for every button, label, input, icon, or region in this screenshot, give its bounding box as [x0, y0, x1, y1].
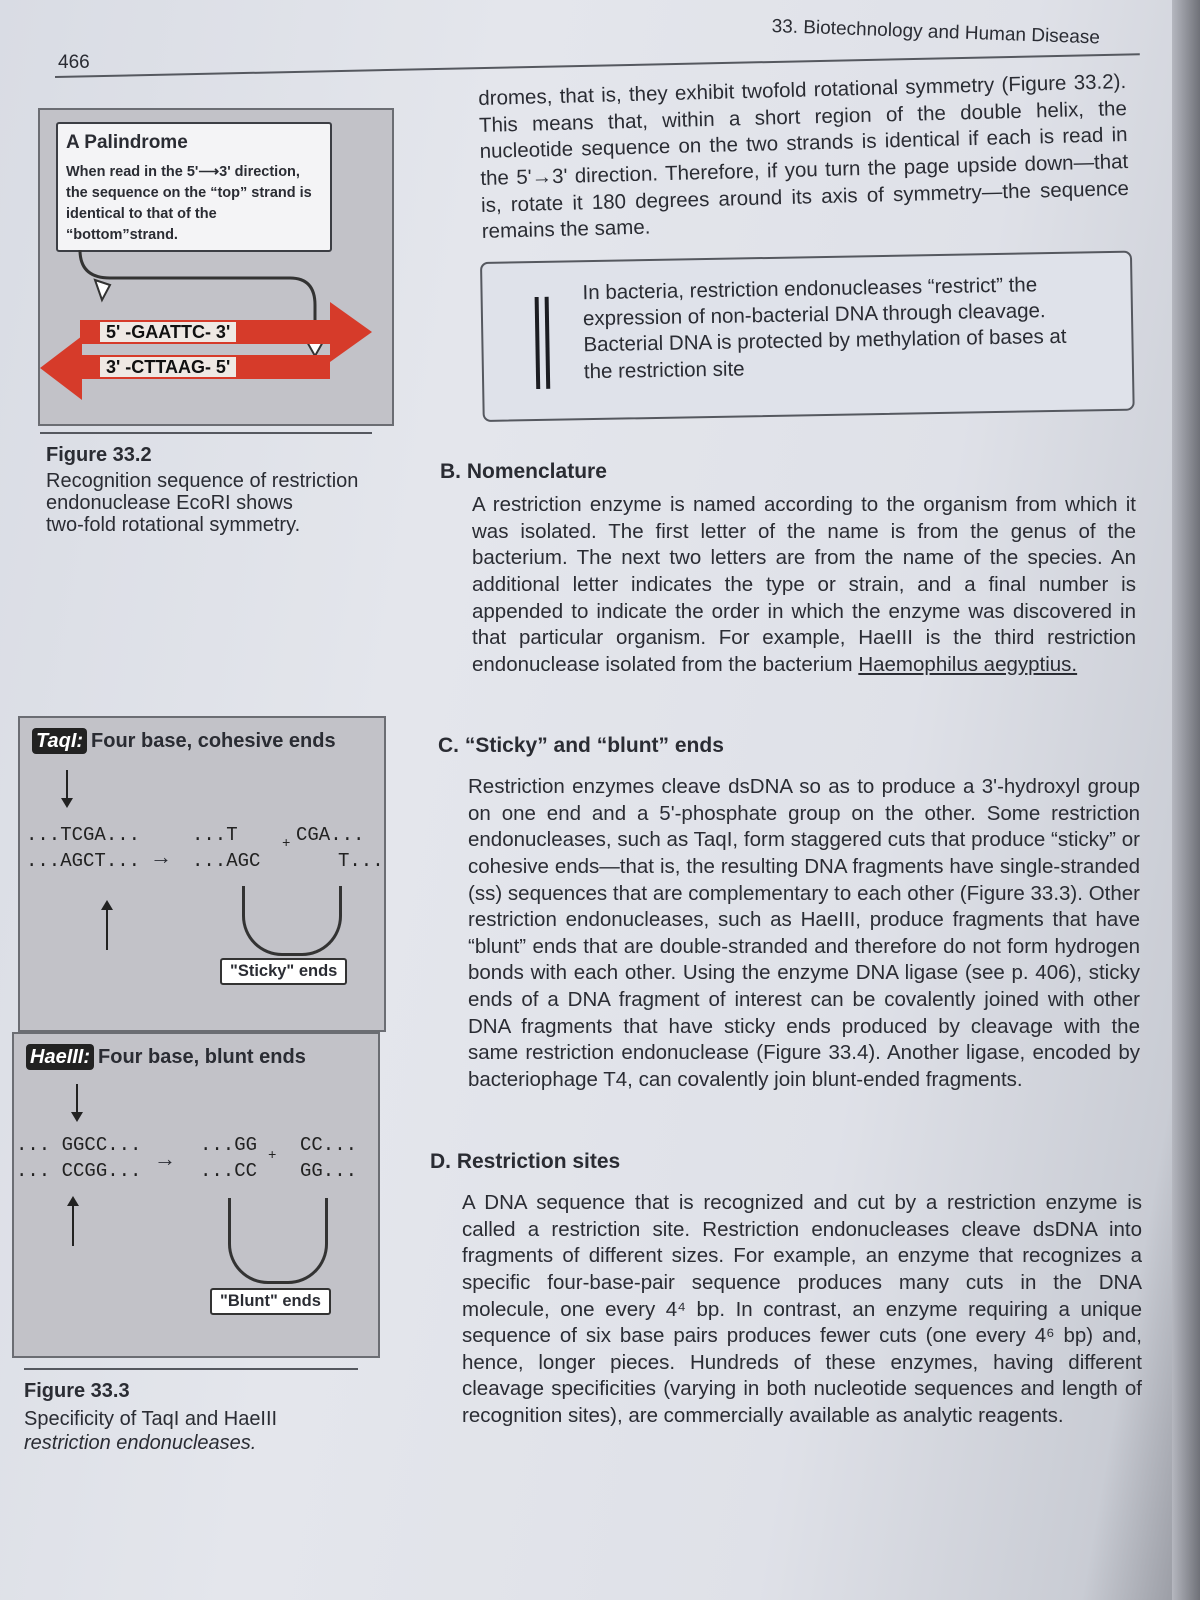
- top-strand-arrowhead: [330, 302, 372, 362]
- figure-33-2-caption-line-3: two-fold rotational symmetry.: [46, 514, 301, 536]
- taqi-plus: +: [282, 836, 291, 852]
- haeiii-right-top-seq: CC...: [300, 1134, 358, 1156]
- taqi-mid-top-seq: ...T: [192, 824, 238, 846]
- callout-bars-icon: [535, 297, 551, 389]
- callout-text: In bacteria, restriction endonucleases “restrict” the expression of non-bacterial DNA through cleavage. Bacterial DNA is protected by methylation of bases at the restriction site: [582, 273, 1067, 383]
- cut-arrow-up-icon: [106, 904, 108, 950]
- haeiii-tag: HaeIII:: [26, 1044, 94, 1070]
- section-b-body: A restriction enzyme is named according to the organism from which it was isolated. The first letter of the name is from the genus of the bacterium. The next two letters are from the name of the species. An additional letter indicates the type or strain, and a final number is appended to indicate the order in which the enzyme was discovered in that particular organism. For example, HaeIII is the third restriction endonuclease isolated from the bacterium: [472, 493, 1136, 676]
- taqi-panel: [18, 716, 386, 1032]
- figure-33-2-caption-line-2: endonuclease EcoRI shows: [46, 492, 293, 514]
- sticky-ends-label: "Sticky" ends: [220, 958, 347, 985]
- section-b-heading: B. Nomenclature: [440, 460, 607, 483]
- top-strand: [80, 320, 330, 344]
- figure-33-2-caption-title: Figure 33.2: [46, 444, 152, 466]
- palindrome-title: A Palindrome: [66, 132, 188, 153]
- section-d-text: A DNA sequence that is recognized and cut by a restriction enzyme is called a restriction site. Restriction endonucleases cleave dsDNA into fragments of different sizes. For example, an enzyme that recognizes a specific four-base-pair sequence produces many cuts in the DNA molecule, one every 4⁴ bp. In contrast, an enzyme requiring a unique sequence of six base pairs produces fewer cuts (one every 4⁶ bp) and, hence, longer pieces. Hundreds of these enzymes, having different cleavage specificities (varying in both nucleotide sequences and length of recognition sites), are commercially available as analytic reagents.: [462, 1191, 1142, 1428]
- figure-33-2-rule: [40, 432, 372, 434]
- haeiii-left-bottom-seq: ... CCGG...: [16, 1160, 142, 1182]
- figure-33-3-rule: [24, 1368, 358, 1370]
- section-c-text: Restriction enzymes cleave dsDNA so as to produce a 3'-hydroxyl group on one end and a 5'-phosphate group on the other. Some restriction endonucleases, such as TaqI, form staggered cuts that produce “sticky” or cohesive ends—that is, the resulting DNA fragments have single-stranded (ss) sequences that are complementary to each other (Figure 33.3). Other restriction endonucleases, such as HaeIII, produce fragments that have “blunt” ends that are double-stranded and therefore do not form hydrogen bonds with each other. Using the enzyme DNA ligase (see p. 406), sticky ends of a DNA fragment of interest can be covalently joined with other DNA fragments that have sticky ends produced by cleavage with the same restriction endonuclease (Figure 33.4). Another ligase, encoded by bacteriophage T4, can covalently join blunt-ended fragments.: [468, 775, 1140, 1092]
- taqi-tag: TaqI:: [32, 728, 87, 754]
- figure-33-3-caption-line-2: restriction endonucleases.: [24, 1432, 257, 1454]
- haeiii-title: Four base, blunt ends: [98, 1046, 306, 1068]
- haeiii-plus: +: [268, 1148, 277, 1164]
- top-strand-sequence: 5' -GAATTC- 3': [100, 322, 236, 342]
- haeiii-left-top-seq: ... GGCC...: [16, 1134, 142, 1156]
- haeiii-right-bottom-seq: GG...: [300, 1160, 358, 1182]
- haeiii-mid-top-seq: ...GG: [200, 1134, 258, 1156]
- cut-arrow-down-icon: [66, 770, 68, 806]
- taqi-right-top-seq: CGA...: [296, 824, 365, 846]
- figure-33-2-panel: [38, 108, 394, 426]
- cut-arrow-up-icon: [72, 1200, 74, 1246]
- haeiii-mid-bottom-seq: ...CC: [200, 1160, 258, 1182]
- figure-33-3-caption-title: Figure 33.3: [24, 1380, 130, 1402]
- taqi-mid-bottom-seq: ...AGC: [192, 850, 261, 872]
- taqi-reaction-arrow: →: [150, 844, 172, 869]
- taqi-right-bottom-seq: T...: [338, 850, 384, 872]
- section-b-organism: Haemophilus aegyptius.: [858, 652, 1078, 676]
- bottom-strand-arrowhead: [40, 336, 82, 400]
- bottom-strand-sequence: 3' -CTTAAG- 5': [100, 357, 236, 377]
- palindrome-description: When read in the 5'⟶3' direction, the sequence on the “top” strand is identical to that of the “bottom”strand.: [66, 164, 312, 244]
- palindrome-curved-arrows: [40, 110, 396, 428]
- blunt-ends-pointer: [228, 1198, 328, 1284]
- section-b-text: [472, 492, 1136, 678]
- cut-arrow-down-icon: [76, 1084, 78, 1120]
- taqi-left-top-seq: ...TCGA...: [26, 824, 141, 846]
- figure-33-3-caption-line-1: Specificity of TaqI and HaeIII: [24, 1408, 278, 1430]
- section-c-heading: C. “Sticky” and “blunt” ends: [438, 734, 724, 757]
- intro-paragraph: dromes, that is, they exhibit twofold rotational symmetry (Figure 33.2). This means that, within a short region of the double helix, the nucleotide sequence on the two strands is identical if each is read in the 5'→3' direction. Therefore, if you turn the page upside down—that is, rotate it 180 degrees around its axis of symmetry—the sequence remains the same.: [478, 70, 1130, 244]
- haeiii-reaction-arrow: →: [154, 1146, 176, 1171]
- page-edge-shadow: [1172, 0, 1200, 1600]
- figure-33-2-caption-line-1: Recognition sequence of restriction: [46, 470, 359, 492]
- haeiii-heading: [26, 1046, 306, 1069]
- taqi-left-bottom-seq: ...AGCT...: [26, 850, 141, 872]
- taqi-title: Four base, cohesive ends: [91, 730, 336, 752]
- arrowhead-icon: [95, 280, 110, 300]
- page-number: 466: [58, 52, 90, 73]
- blunt-ends-label: "Blunt" ends: [210, 1288, 331, 1315]
- bottom-strand: [80, 355, 330, 379]
- running-head: 33. Biotechnology and Human Disease: [771, 16, 1101, 49]
- callout-box: [480, 251, 1135, 422]
- sticky-ends-pointer: [242, 886, 342, 956]
- section-d-heading: D. Restriction sites: [430, 1150, 621, 1173]
- taqi-heading: [32, 730, 336, 753]
- haeiii-panel: [12, 1032, 380, 1358]
